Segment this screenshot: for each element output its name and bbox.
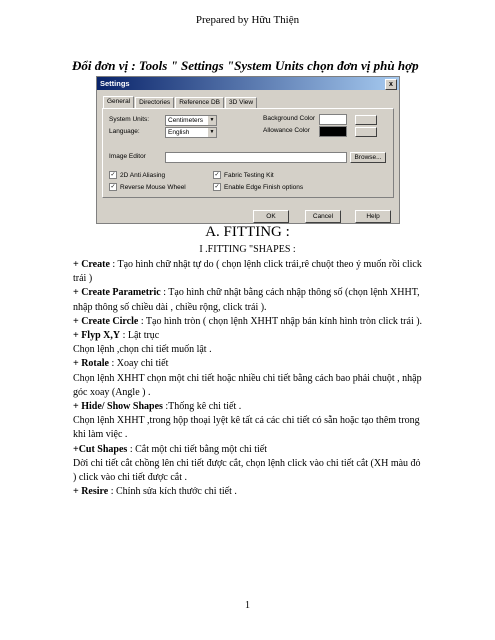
tab-general[interactable]: General <box>103 96 134 109</box>
browse-button[interactable]: Browse... <box>350 152 386 163</box>
list-item: + Flyp X,Y : Lật trục <box>73 330 160 342</box>
subsection-title: I .FITTING "SHAPES : <box>199 244 296 255</box>
language-value: English <box>168 129 190 136</box>
tab-directories[interactable]: Directories <box>135 97 174 108</box>
settings-dialog <box>96 76 400 224</box>
checkbox-icon: ✓ <box>214 184 220 190</box>
instruction-title <box>72 58 419 74</box>
close-icon[interactable]: x <box>385 79 397 90</box>
checkbox-enable-edge-finish[interactable] <box>213 183 303 191</box>
list-item: + Create Circle : Tạo hình tròn ( chọn lệnh XHHT nhập bán kính hình tròn click trái ). <box>73 315 423 327</box>
list-item: + Create : Tạo hình chữ nhật tự do ( chọn lệnh click trái,rê chuột theo ý muốn rồi click trái ) <box>73 259 422 285</box>
language-select[interactable] <box>165 127 217 138</box>
ok-button[interactable]: OK <box>253 210 289 223</box>
checkbox-2d-anti-aliasing[interactable] <box>109 171 165 179</box>
general-panel <box>102 108 394 198</box>
dialog-title: Settings <box>100 79 130 88</box>
checkbox-label: Reverse Mouse Wheel <box>120 183 186 191</box>
allowance-color-label: Allowance Color <box>263 127 310 134</box>
chevron-down-icon: ▼ <box>209 117 215 123</box>
dialog-titlebar[interactable] <box>97 77 399 90</box>
background-color-label: Background Color <box>263 115 316 122</box>
help-button[interactable]: Help <box>355 210 391 223</box>
page-number: 1 <box>245 600 250 611</box>
system-units-select[interactable] <box>165 115 217 126</box>
page-header: Prepared by Hữu Thiện <box>195 14 300 26</box>
list-item: Dời chi tiết cắt chồng lên chi tiết được cắt, chọn lệnh click vào chi tiết cắt (XH màu đỏ ) click vào chi tiết được cắt . <box>73 457 421 484</box>
list-item: Chọn lệnh ,chọn chi tiết muốn lật . <box>73 344 212 356</box>
checkbox-icon: ✓ <box>110 172 116 178</box>
system-units-label: System Units: <box>109 116 150 123</box>
checkbox-label: Fabric Testing Kit <box>224 171 274 179</box>
allowance-color-button[interactable] <box>355 127 377 137</box>
list-item: Chọn lệnh XHHT ,trong hộp thoại lyệt kê tất cả các chi tiết có sẵn hoặc tạo thêm trong khi làm việc . <box>73 415 420 441</box>
title-prefix: Đổi đơn vị : <box>72 58 139 73</box>
tab-bar <box>103 97 258 108</box>
list-item: Chọn lệnh XHHT chọn một chi tiết hoặc nhiều chi tiết bằng cách bao phải chuột , nhập góc xoay (Angle ) . <box>73 372 422 398</box>
section-title: A. FITTING : <box>205 224 290 240</box>
image-editor-input[interactable] <box>165 152 347 163</box>
list-item: + Hide/ Show Shapes :Thống kê chi tiết . <box>73 401 242 413</box>
title-path: Tools " Settings "System Units chọn đơn vị phù hợp <box>138 58 419 73</box>
list-item: + Rotale : Xoay chi tiết <box>73 358 169 370</box>
checkbox-fabric-testing-kit[interactable] <box>213 171 274 179</box>
tab-reference-db[interactable]: Reference DB <box>175 97 224 108</box>
background-color-button[interactable] <box>355 115 377 125</box>
tab-3d-view[interactable]: 3D View <box>225 97 257 108</box>
command-list <box>73 258 423 499</box>
image-editor-label: Image Editor <box>109 153 146 160</box>
allowance-color-swatch[interactable] <box>319 126 347 137</box>
list-item: + Resire : Chỉnh sửa kích thước chi tiết . <box>73 486 237 498</box>
checkbox-label: Enable Edge Finish options <box>224 183 304 191</box>
checkbox-icon: ✓ <box>110 184 116 190</box>
checkbox-icon: ✓ <box>214 172 220 178</box>
background-color-swatch[interactable] <box>319 114 347 125</box>
checkbox-label: 2D Anti Aliasing <box>120 171 166 179</box>
chevron-down-icon: ▼ <box>209 129 215 135</box>
cancel-button[interactable]: Cancel <box>305 210 341 223</box>
language-label: Language: <box>109 128 140 135</box>
checkbox-reverse-mouse-wheel[interactable] <box>109 183 186 191</box>
system-units-value: Centimeters <box>168 117 204 124</box>
list-item: +Cut Shapes : Cắt một chi tiết bằng một chi tiết <box>73 443 268 455</box>
list-item: + Create Parametric : Tạo hình chữ nhật bằng cách nhập thông số (chọn lệnh XHHT, nhập thông số chiều dài , chiều rộng, click trái ). <box>73 287 420 313</box>
